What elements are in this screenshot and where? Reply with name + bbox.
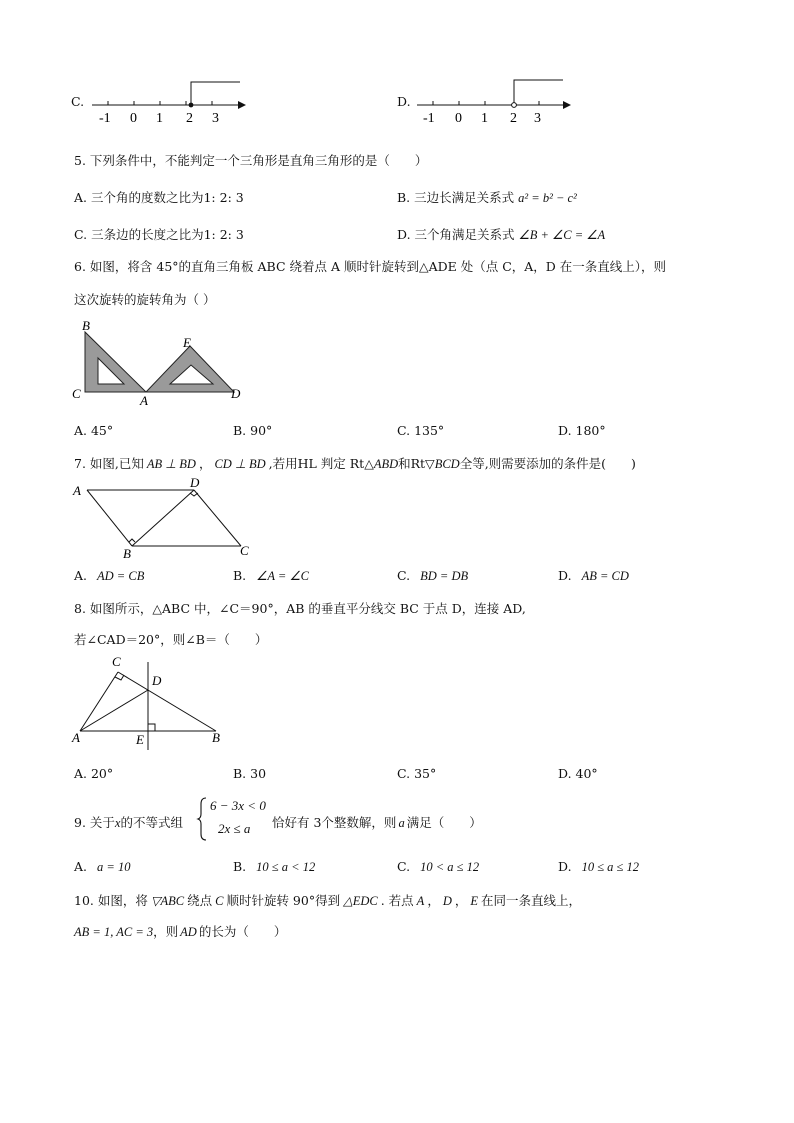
q7-option-a-label: A. <box>74 568 88 583</box>
q5-option-b-text: B. 三边长满足关系式 <box>397 190 515 205</box>
q6-option-a: A. 45° <box>74 423 114 438</box>
q9-stem-part: 9. 关于 <box>74 815 115 830</box>
q9-option-d-formula: 10 ≤ a ≤ 12 <box>581 860 640 874</box>
q7-option-b <box>233 568 309 584</box>
q10-stem-part: ， <box>454 893 468 908</box>
q4-option-c-label: C. <box>71 94 85 109</box>
q4-c-tick-label: 2 <box>186 111 193 126</box>
q7-label-c: C <box>240 543 249 558</box>
q9-stem-part: 满足（ ） <box>406 815 482 830</box>
q4-d-tick-label: -1 <box>423 111 435 126</box>
q5-stem: 5. 下列条件中，不能判定一个三角形是直角三角形的是（ ） <box>74 153 428 168</box>
q10-stem-part: ， <box>427 893 440 908</box>
q8-option-a: A. 20° <box>74 766 114 781</box>
q8-figure-triangle <box>70 652 230 752</box>
q4-d-tick-label: 1 <box>481 111 488 126</box>
q10-stem-part: 绕点 <box>187 893 213 908</box>
q7-option-b-label: B. <box>233 568 247 583</box>
q4-d-tick-label: 2 <box>510 111 517 126</box>
q9-inequality-1: 6 − 3x < 0 <box>210 798 266 813</box>
q7-figure-parallelogram <box>70 475 260 561</box>
q10-stem-part: 的长为（ ） <box>198 924 287 939</box>
q6-label-d: D <box>231 386 241 401</box>
q10-stem-part: 顺时针旋转 90°得到 <box>226 893 341 908</box>
q7-stem-part: ,若用HL 判定 Rt△ <box>268 456 374 471</box>
q4-number-line-d <box>413 76 573 124</box>
q4-option-d-label: D. <box>397 94 411 109</box>
q8-stem-line2: 若∠CAD＝20°，则∠B＝（ ） <box>74 632 268 647</box>
q4-c-tick-label: 1 <box>156 111 163 126</box>
q10-stem-formula: ▽ABC <box>150 894 185 908</box>
q10-stem-formula: △EDC <box>343 894 378 908</box>
q9-option-d-label: D. <box>558 859 572 874</box>
q8-label-a: A <box>72 730 80 745</box>
q10-stem-var: D <box>442 894 452 908</box>
q5-option-a: A. 三个角的度数之比为1: 2: 3 <box>74 190 244 205</box>
q7-option-a <box>74 568 144 584</box>
q9-option-a-label: A. <box>74 859 88 874</box>
q8-stem-line1: 8. 如图所示，△ABC 中，∠C＝90°，AB 的垂直平分线交 BC 于点 D，连接 AD, <box>74 601 526 616</box>
q9-stem-part: 恰好有 3个整数解，则 <box>272 815 397 830</box>
q10-stem-part: 10. 如图，将 <box>74 893 148 908</box>
q6-label-b: B <box>82 318 90 333</box>
q9-stem-var: x <box>114 816 121 830</box>
q7-option-c-formula: BD = DB <box>420 569 469 583</box>
q4-d-tick-label: 3 <box>534 111 541 126</box>
q7-stem-formula: AB ⊥ BD <box>146 457 196 471</box>
q7-stem <box>74 454 636 472</box>
q10-stem-var: C <box>215 894 224 908</box>
q7-label-d: D <box>190 475 200 490</box>
q10-stem-line2 <box>74 922 286 940</box>
q9-brace <box>198 796 208 842</box>
q6-label-c: C <box>72 386 81 401</box>
q8-label-e: E <box>136 732 144 747</box>
q7-label-a: A <box>73 483 81 498</box>
q4-c-tick-label: 3 <box>212 111 219 126</box>
q10-stem-part: 在同一条直线上， <box>481 893 582 908</box>
q4-c-tick-label: -1 <box>99 111 111 126</box>
q9-stem-suffix <box>272 813 482 831</box>
q7-stem-part: ， <box>198 456 212 471</box>
q4-d-hollow-point <box>512 103 517 108</box>
q10-stem-part: ，则 <box>153 924 179 939</box>
q8-option-d: D. 40° <box>558 766 598 781</box>
q9-option-b-label: B. <box>233 859 247 874</box>
q9-stem-prefix <box>74 813 183 831</box>
q8-label-d: D <box>152 673 162 688</box>
q5-option-d-text: D. 三个角满足关系式 <box>397 227 515 242</box>
q7-stem-part: 7. 如图,已知 <box>74 456 144 471</box>
q7-stem-formula: BCD <box>434 457 460 471</box>
q9-inequality-system <box>210 798 280 842</box>
q9-stem-part: 的不等式组 <box>120 815 183 830</box>
q8-label-c: C <box>112 654 121 669</box>
q5-option-b <box>397 188 577 206</box>
q6-label-e: E <box>183 335 191 350</box>
q9-option-a-formula: a = 10 <box>97 860 131 874</box>
q7-stem-part: 全等,则需要添加的条件是( ) <box>459 456 636 471</box>
q8-option-c: C. 35° <box>397 766 437 781</box>
q5-option-b-formula: a² = b² − c² <box>518 191 577 205</box>
q7-option-d-label: D. <box>558 568 572 583</box>
q7-option-c <box>397 568 468 584</box>
q9-option-d <box>558 859 639 875</box>
q10-stem-var: AD <box>180 925 197 939</box>
q9-option-c-formula: 10 < a ≤ 12 <box>420 860 480 874</box>
q9-option-b <box>233 859 315 875</box>
q9-option-b-formula: 10 ≤ a < 12 <box>256 860 316 874</box>
q5-option-d-formula: ∠B + ∠C = ∠A <box>518 228 606 242</box>
q7-stem-formula: CD ⊥ BD <box>214 457 266 471</box>
q4-number-line-c <box>88 76 248 124</box>
q10-stem-formula: AB = 1, AC = 3 <box>74 925 154 939</box>
q7-option-a-formula: AD = CB <box>97 569 145 583</box>
q9-option-a <box>74 859 130 875</box>
q10-stem-line1 <box>74 891 581 909</box>
q4-c-tick-label: 0 <box>130 111 137 126</box>
q9-stem-var: a <box>398 816 405 830</box>
q9-option-c-label: C. <box>397 859 411 874</box>
q7-option-d-formula: AB = CD <box>581 569 629 583</box>
q6-option-d: D. 180° <box>558 423 606 438</box>
q7-label-b: B <box>123 546 131 561</box>
q9-inequality-2: 2x ≤ a <box>218 821 251 836</box>
q5-option-c: C. 三条边的长度之比为1: 2: 3 <box>74 227 244 242</box>
q7-stem-formula: ABD <box>373 457 399 471</box>
q10-stem-var: E <box>470 894 479 908</box>
q7-stem-part: 和Rt▽ <box>398 456 435 471</box>
q6-stem-line1: 6. 如图，将含 45°的直角三角板 ABC 绕着点 A 顺时针旋转到△ADE 处（点 C，A，D 在一条直线上），则 <box>74 259 667 274</box>
q7-option-b-formula: ∠A = ∠C <box>256 569 310 583</box>
q6-label-a: A <box>140 393 148 408</box>
q10-stem-var: A <box>416 894 425 908</box>
q6-option-b: B. 90° <box>233 423 273 438</box>
q6-option-c: C. 135° <box>397 423 445 438</box>
q5-option-d <box>397 225 605 243</box>
q9-option-c <box>397 859 479 875</box>
q10-stem-part: . 若点 <box>380 893 414 908</box>
q8-label-b: B <box>212 730 220 745</box>
q6-stem-line2: 这次旋转的旋转角为（ ） <box>74 292 216 307</box>
q6-figure-triangles <box>70 316 250 406</box>
q8-option-b: B. 30 <box>233 766 267 781</box>
q7-option-c-label: C. <box>397 568 411 583</box>
q4-d-tick-label: 0 <box>455 111 462 126</box>
q7-option-d <box>558 568 629 584</box>
